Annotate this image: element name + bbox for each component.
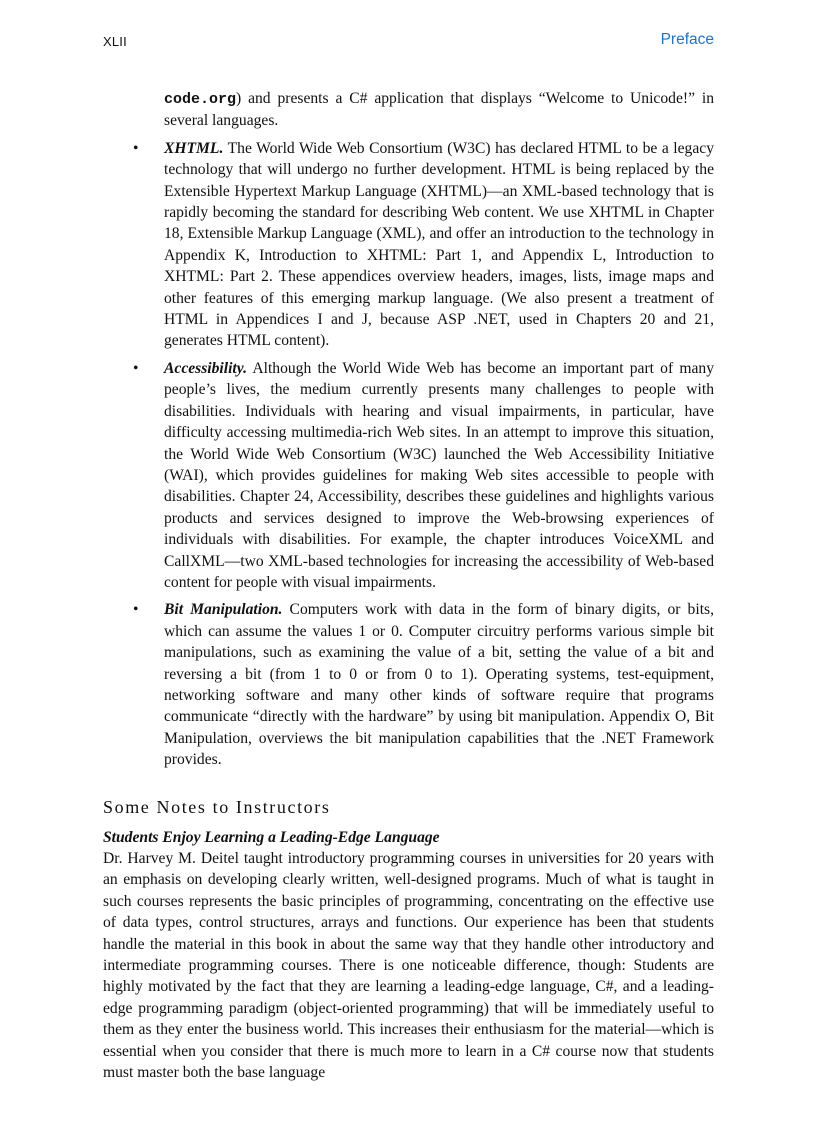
bullet-icon: • bbox=[133, 139, 139, 157]
bullet-term: XHTML. bbox=[164, 139, 224, 157]
bullet-text: Computers work with data in the form of binary digits, or bits, which can assume the values 1 or 0. Computer circuitry performs various simple bit manipulations, such as examining the value of a bit, setting the value of a bit and reversing a bit (from 1 to 0 or from 0 to 1). Operating systems, test-equipment, networking software and many other kinds of software require that programs communicate “directly with the hardware” by using bit manipulation. Appendix O, Bit Manipulation, overviews the bit manipulation capabilities that the .NET Framework provides. bbox=[164, 601, 714, 769]
bullet-item-accessibility bbox=[133, 358, 714, 593]
bullet-item-bit-manipulation bbox=[133, 599, 714, 770]
running-head: Preface bbox=[660, 31, 714, 48]
bullet-list bbox=[103, 138, 714, 771]
section-heading: Some Notes to Instructors bbox=[103, 796, 331, 817]
bullet-term: Accessibility. bbox=[164, 359, 248, 377]
bullet-text: Although the World Wide Web has become an important part of many people’s lives, the medium currently presents many challenges to people with disabilities. Individuals with hearing and visual impairments, in particular, have difficulty accessing multimedia-rich Web sites. In an attempt to improve this situation, the World Wide Web Consortium (W3C) launched the Web Accessibility Initiative (WAI), which provides guidelines for making Web sites accessible to people with disabilities. Chapter 24, Accessibility, describes these guidelines and highlights various products and services designed to improve the Web-browsing experiences of individuals with disabilities. For example, the chapter introduces VoiceXML and CallXML—two XML-based technologies for increasing the accessibility of Web-based content for people with visual impairments. bbox=[164, 359, 714, 591]
sub-heading: Students Enjoy Learning a Leading-Edge Language bbox=[103, 828, 440, 846]
bullet-text: The World Wide Web Consortium (W3C) has declared HTML to be a legacy technology that will undergo no further development. HTML is being replaced by the Extensible Hypertext Markup Language (XHTML)—an XML-based technology that is rapidly becoming the standard for describing Web content. We use XHTML in Chapter 18, Extensible Markup Language (XML), and offer an introduction to the technology in Appendix K, Introduction to XHTML: Part 1, and Appendix L, Introduction to XHTML: Part 2. These appendices overview headers, images, lists, image maps and other features of this emerging markup language. (We also present a treatment of HTML in Appendices I and J, because ASP .NET, used in Chapters 20 and 21, generates HTML content). bbox=[164, 139, 714, 350]
bullet-icon: • bbox=[133, 601, 139, 619]
body-paragraph: Dr. Harvey M. Deitel taught introductory programming courses in universities for 20 years with an emphasis on developing clearly written, well-designed programs. Much of what is taught in such courses represents the basic principles of programming, concentrating on the effective use of data types, control structures, arrays and functions. Our experience has been that students handle the material in this book in about the same way that they handle other introductory and intermediate programming courses. There is one noticeable difference, though: Students are highly motivated by the fact that they are learning a leading-edge language, C#, and a leading-edge programming paradigm (object-oriented programming) that will be immediately useful to them as they enter the business world. This increases their enthusiasm for the material—which is essential when you consider that there is much more to learn in a C# course now that students must master both the base language bbox=[103, 850, 714, 1082]
bullet-term: Bit Manipulation. bbox=[164, 601, 283, 619]
bullet-item-xhtml bbox=[133, 138, 714, 352]
continued-paragraph bbox=[164, 88, 714, 132]
page-content bbox=[103, 88, 714, 1083]
page-number: XLII bbox=[103, 34, 127, 49]
code-text: code.org bbox=[164, 91, 237, 108]
bullet-icon: • bbox=[133, 359, 139, 377]
continued-text: ) and presents a C# application that displays “Welcome to Unicode!” in several languages. bbox=[164, 90, 714, 130]
